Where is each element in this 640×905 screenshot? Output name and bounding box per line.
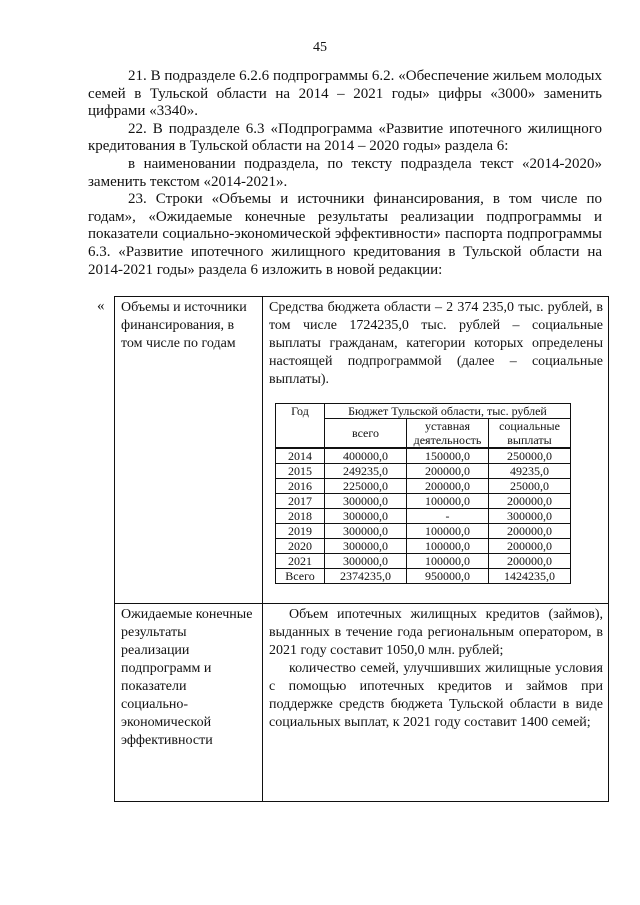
budget-total-cell: 300000,0 xyxy=(325,509,407,524)
funding-label: Объемы и источники финансирования, в том числе по годам xyxy=(115,297,263,604)
budget-row xyxy=(276,539,571,554)
results-text-2: количество семей, улучшивших жилищные условия с помощью ипотечных кредитов и займов при поддержке средств бюджета Тульской области в виде социальных выплат, к 2021 году составит 1400 семей; xyxy=(269,661,603,730)
budget-statutory-cell: 100000,0 xyxy=(407,539,489,554)
budget-social-cell: 300000,0 xyxy=(489,509,571,524)
budget-year-cell: 2015 xyxy=(276,464,325,479)
social-header: социальные выплаты xyxy=(489,419,571,449)
budget-statutory-cell: 100000,0 xyxy=(407,554,489,569)
budget-social-cell: 200000,0 xyxy=(489,539,571,554)
budget-row xyxy=(276,448,571,464)
budget-statutory-cell: 200000,0 xyxy=(407,464,489,479)
budget-total-cell: 300000,0 xyxy=(325,524,407,539)
budget-row xyxy=(276,464,571,479)
budget-row xyxy=(276,569,571,584)
budget-row xyxy=(276,479,571,494)
budget-total-cell: 300000,0 xyxy=(325,554,407,569)
budget-social-cell: 49235,0 xyxy=(489,464,571,479)
paragraph-21: 21. В подразделе 6.2.6 подпрограммы 6.2. «Обеспечение жильем молодых семей в Тульской области на 2014 – 2021 годы» цифры «3000» заменить цифрами «3340». xyxy=(88,68,602,120)
budget-year-cell: 2016 xyxy=(276,479,325,494)
budget-row xyxy=(276,509,571,524)
budget-statutory-cell: 150000,0 xyxy=(407,448,489,464)
budget-statutory-cell: 200000,0 xyxy=(407,479,489,494)
budget-social-cell: 200000,0 xyxy=(489,554,571,569)
funding-row xyxy=(115,297,609,604)
paragraph-23: 23. Строки «Объемы и источники финансирования, в том числе по годам», «Ожидаемые конечные результаты реализации подпрограммы и показатели социально-экономической эффективности» паспорта подпрограммы 6.3. «Развитие ипотечного жилищного кредитования в Тульской области на 2014-2021 годы» раздела 6 изложить в новой редакции: xyxy=(88,191,602,278)
budget-total-cell: 400000,0 xyxy=(325,448,407,464)
budget-year-cell: 2019 xyxy=(276,524,325,539)
budget-statutory-cell: 950000,0 xyxy=(407,569,489,584)
budget-statutory-cell: 100000,0 xyxy=(407,524,489,539)
paragraph-22: 22. В подразделе 6.3 «Подпрограмма «Развитие ипотечного жилищного кредитования в Тульской области на 2014 – 2020 годы» раздела 6: xyxy=(88,120,602,155)
statutory-header: уставная деятельность xyxy=(407,419,489,449)
results-label: Ожидаемые конечные результаты реализации подпрограмм и показатели социально-экономической эффективности xyxy=(115,604,263,802)
budget-year-cell: 2017 xyxy=(276,494,325,509)
budget-total-cell: 300000,0 xyxy=(325,539,407,554)
budget-total-cell: 2374235,0 xyxy=(325,569,407,584)
budget-social-cell: 25000,0 xyxy=(489,479,571,494)
passport-table xyxy=(114,296,609,802)
opening-quote: « xyxy=(97,298,105,314)
budget-row xyxy=(276,554,571,569)
budget-social-cell: 200000,0 xyxy=(489,524,571,539)
budget-year-cell: 2020 xyxy=(276,539,325,554)
paragraph-22-detail: в наименовании подраздела, по тексту подраздела текст «2014-2020» заменить текстом «2014-2021». xyxy=(88,155,602,190)
budget-total-cell: 249235,0 xyxy=(325,464,407,479)
budget-table xyxy=(275,403,571,584)
funding-text: Средства бюджета области – 2 374 235,0 тыс. рублей, в том числе 1724235,0 тыс. рублей – социальные выплаты гражданам, категории которых определены настоящей подпрограммой (далее – социальные выплаты). xyxy=(269,300,603,387)
budget-group-header: Бюджет Тульской области, тыс. рублей xyxy=(325,404,571,419)
body-text xyxy=(88,68,602,279)
budget-year-cell: Всего xyxy=(276,569,325,584)
page-number: 45 xyxy=(313,40,327,55)
budget-header-row xyxy=(276,404,571,419)
budget-social-cell: 1424235,0 xyxy=(489,569,571,584)
budget-total-cell: 225000,0 xyxy=(325,479,407,494)
budget-statutory-cell: 100000,0 xyxy=(407,494,489,509)
year-header: Год xyxy=(276,404,325,449)
results-text-1: Объем ипотечных жилищных кредитов (займов), выданных в течение года региональным оператором, в 2021 году составит 1050,0 млн. рублей; xyxy=(269,607,603,658)
budget-year-cell: 2021 xyxy=(276,554,325,569)
funding-cell xyxy=(263,297,609,604)
budget-row xyxy=(276,494,571,509)
budget-social-cell: 250000,0 xyxy=(489,448,571,464)
total-header: всего xyxy=(325,419,407,449)
results-row xyxy=(115,604,609,802)
budget-statutory-cell: - xyxy=(407,509,489,524)
budget-year-cell: 2014 xyxy=(276,448,325,464)
budget-social-cell: 200000,0 xyxy=(489,494,571,509)
budget-total-cell: 300000,0 xyxy=(325,494,407,509)
budget-year-cell: 2018 xyxy=(276,509,325,524)
budget-row xyxy=(276,524,571,539)
results-cell xyxy=(263,604,609,802)
